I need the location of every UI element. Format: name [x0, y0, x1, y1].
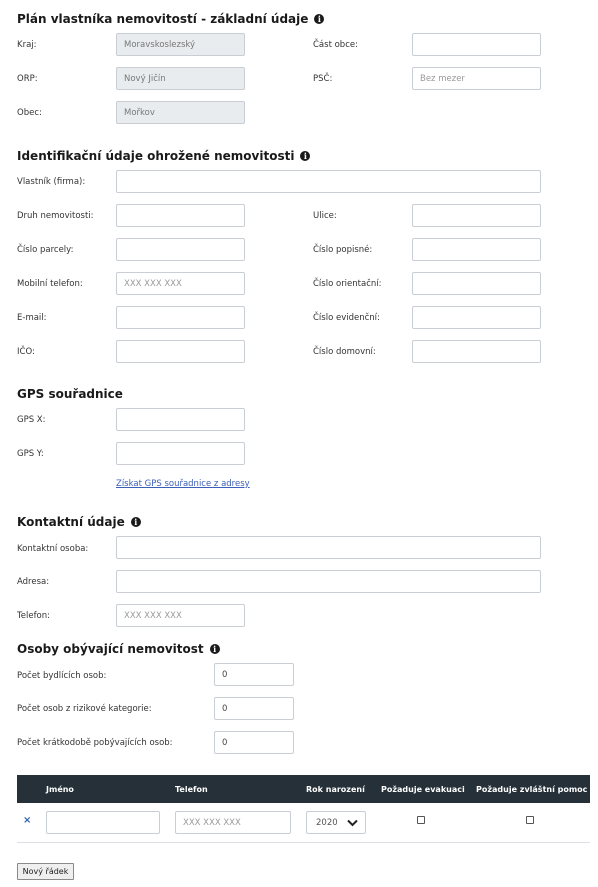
gps-x-label: GPS X:	[17, 415, 46, 425]
th-rok-narozeni: Rok narození	[306, 785, 365, 794]
gps-x-field[interactable]	[116, 408, 245, 431]
orientacni-label: Číslo orientační:	[313, 279, 382, 289]
orp-label: ORP:	[17, 74, 38, 84]
section-title-basic	[17, 12, 324, 26]
row-evakuace-checkbox[interactable]	[417, 816, 425, 824]
cast-obce-label: Část obce:	[313, 40, 358, 50]
section-title-contact-text: Kontaktní údaje	[17, 515, 125, 529]
gps-from-address-link[interactable]: Získat GPS souřadnice z adresy	[116, 479, 250, 489]
vlastnik-label: Vlastník (firma):	[17, 177, 86, 187]
psc-label: PSČ:	[313, 74, 333, 84]
gps-y-label: GPS Y:	[17, 449, 44, 459]
info-icon[interactable]: i	[314, 14, 324, 24]
email-field[interactable]	[116, 306, 245, 329]
popisne-field[interactable]	[412, 238, 541, 261]
evidencni-field[interactable]	[412, 306, 541, 329]
druh-label: Druh nemovitosti:	[17, 211, 94, 221]
th-jmeno: Jméno	[46, 785, 74, 794]
vlastnik-field[interactable]	[116, 170, 541, 193]
row-rok-select[interactable]	[306, 811, 366, 834]
parcela-field[interactable]	[116, 238, 245, 261]
row-jmeno-field[interactable]	[46, 811, 160, 834]
chevron-down-icon	[347, 819, 358, 827]
info-icon[interactable]: i	[210, 644, 220, 654]
section-title-ident-text: Identifikační údaje ohrožené nemovitosti	[17, 149, 295, 163]
kontaktni-osoba-label: Kontaktní osoba:	[17, 544, 89, 554]
section-title-persons-text: Osoby obývající nemovitost	[17, 642, 204, 656]
ico-label: IČO:	[17, 347, 35, 357]
info-icon[interactable]: i	[131, 517, 141, 527]
kraj-field[interactable]: Moravskoslezský	[116, 33, 245, 56]
domovni-field[interactable]	[412, 340, 541, 363]
rizikove-label: Počet osob z rizikové kategorie:	[17, 704, 152, 714]
telefon-label: Telefon:	[17, 611, 51, 621]
section-title-gps: GPS souřadnice	[17, 387, 123, 401]
adresa-field[interactable]	[116, 570, 541, 593]
row-pomoc-checkbox[interactable]	[526, 816, 534, 824]
section-title-persons	[17, 642, 220, 656]
remove-row-icon[interactable]: ×	[23, 815, 32, 826]
adresa-label: Adresa:	[17, 577, 50, 587]
th-pozaduje-pomoc: Požaduje zvláštní pomoc	[476, 785, 588, 794]
kratkodobe-field[interactable]: 0	[214, 731, 294, 754]
new-row-button[interactable]: Nový řádek	[17, 863, 74, 880]
kratkodobe-label: Počet krátkodobě pobývajících osob:	[17, 738, 173, 748]
bydlicich-label: Počet bydlících osob:	[17, 671, 107, 681]
orp-field[interactable]: Nový Jičín	[116, 67, 245, 90]
section-title-contact	[17, 515, 141, 529]
popisne-label: Číslo popisné:	[313, 245, 373, 255]
parcela-label: Číslo parcely:	[17, 245, 74, 255]
telefon-field[interactable]: XXX XXX XXX	[116, 604, 245, 627]
email-label: E-mail:	[17, 313, 47, 323]
ulice-field[interactable]	[412, 204, 541, 227]
section-title-ident	[17, 149, 310, 163]
mobil-label: Mobilní telefon:	[17, 279, 83, 289]
info-icon[interactable]: i	[300, 151, 310, 161]
gps-y-field[interactable]	[116, 442, 245, 465]
cast-obce-field[interactable]	[412, 33, 541, 56]
mobil-field[interactable]: XXX XXX XXX	[116, 272, 245, 295]
row-rok-value: 2020	[316, 817, 338, 828]
rizikove-field[interactable]: 0	[214, 697, 294, 720]
obec-field[interactable]: Mořkov	[116, 101, 245, 124]
obec-label: Obec:	[17, 108, 42, 118]
ico-field[interactable]	[116, 340, 245, 363]
kraj-label: Kraj:	[17, 40, 37, 50]
th-pozaduje-evakuaci: Požaduje evakuaci	[381, 785, 465, 794]
section-title-basic-text: Plán vlastníka nemovitostí - základní údaje	[17, 12, 309, 26]
table-row-divider	[17, 842, 590, 843]
psc-field[interactable]: Bez mezer	[412, 67, 541, 90]
ulice-label: Ulice:	[313, 211, 337, 221]
druh-field[interactable]	[116, 204, 245, 227]
domovni-label: Číslo domovní:	[313, 347, 376, 357]
evidencni-label: Číslo evidenční:	[313, 313, 380, 323]
th-telefon: Telefon	[175, 785, 208, 794]
kontaktni-osoba-field[interactable]	[116, 536, 541, 559]
bydlicich-field[interactable]: 0	[214, 663, 294, 686]
orientacni-field[interactable]	[412, 272, 541, 295]
row-telefon-field[interactable]: XXX XXX XXX	[175, 811, 291, 834]
